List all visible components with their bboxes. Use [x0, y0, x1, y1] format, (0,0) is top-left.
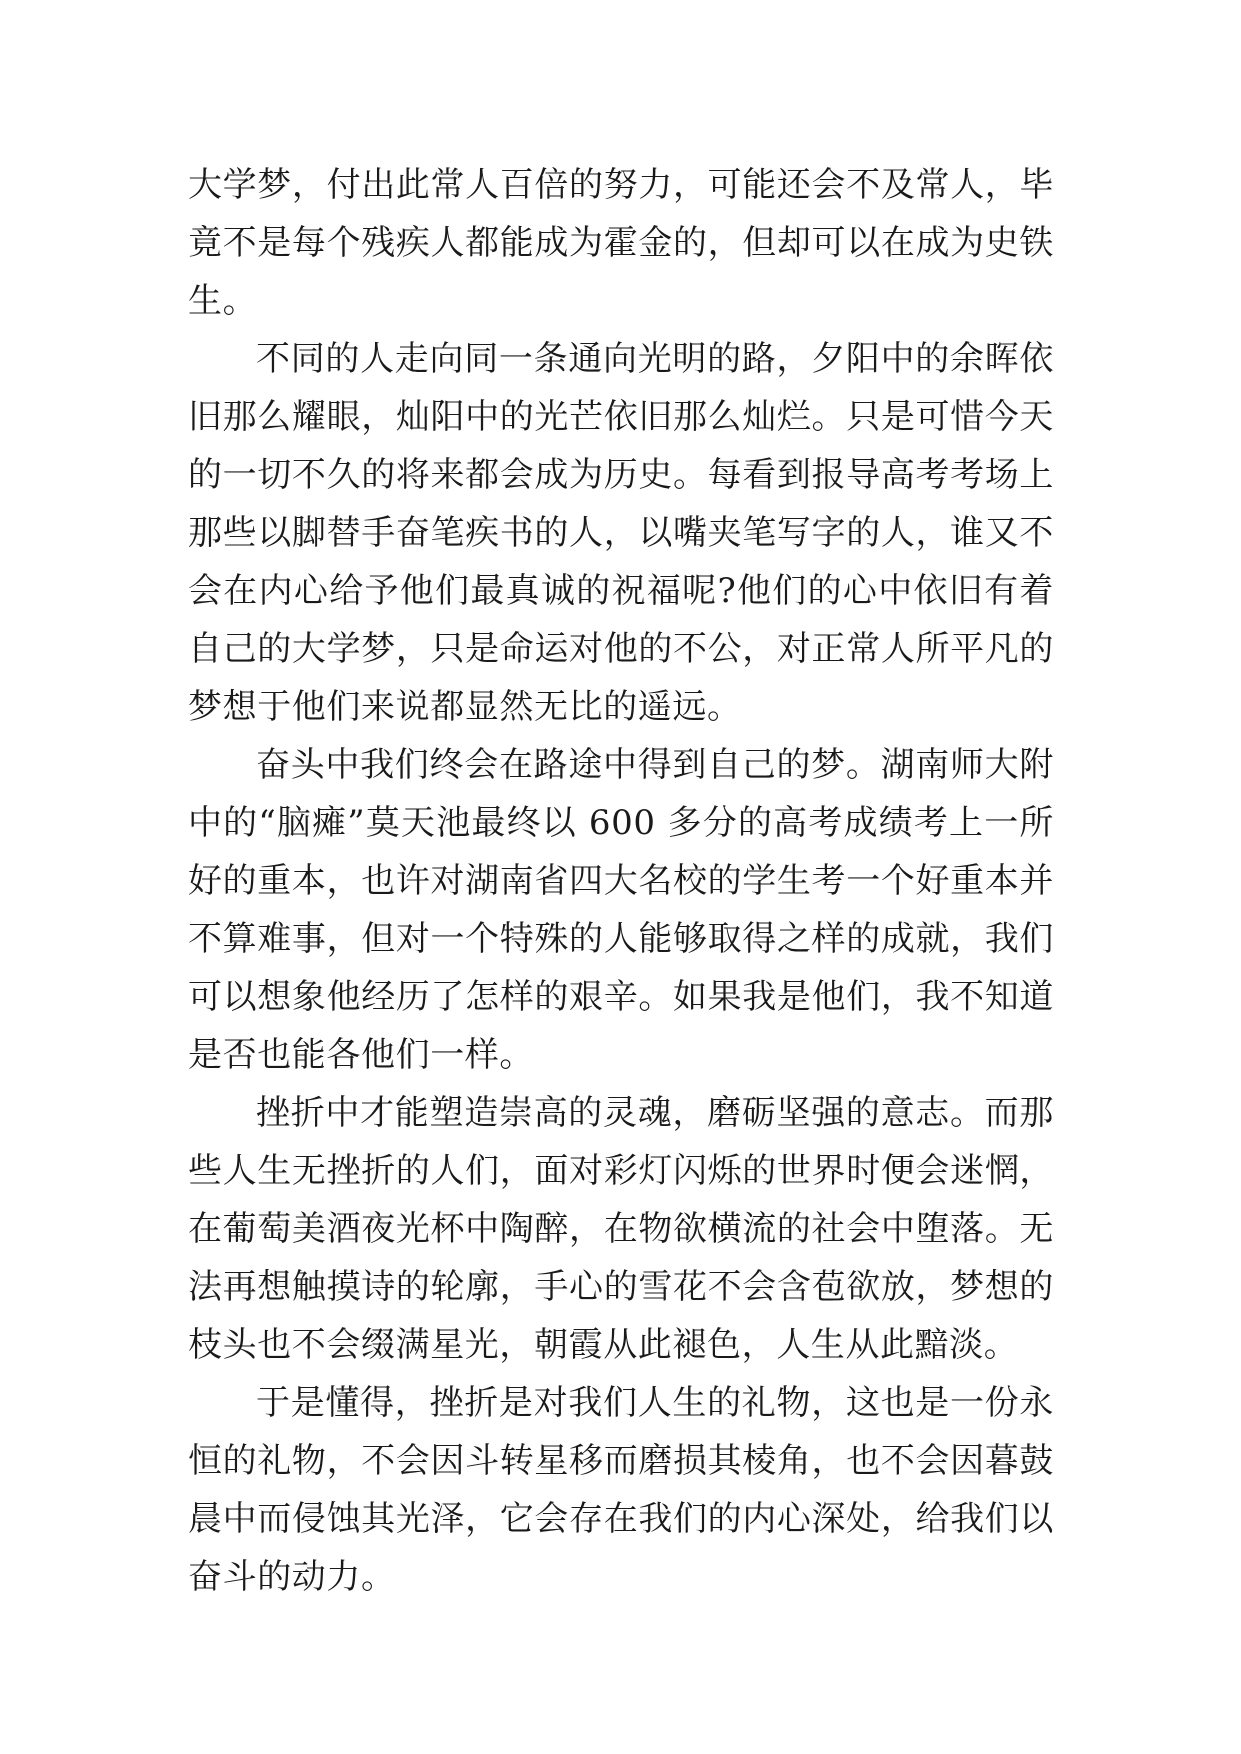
paragraph-5: 于是懂得，挫折是对我们人生的礼物，这也是一份永恒的礼物，不会因斗转星移而磨损其棱角，也不会因暮鼓晨中而侵蚀其光泽，它会存在我们的内心深处，给我们以奋斗的动力。 — [188, 1383, 1054, 1597]
paragraph-2: 不同的人走向同一条通向光明的路，夕阳中的余晖依旧那么耀眼，灿阳中的光芒依旧那么灿烂。只是可惜今天的一切不久的将来都会成为历史。每看到报导高考考场上那些以脚替手奋笔疾书的人，以嘴夹笔写字的人，谁又不会在内心给予他们最真诚的祝福呢?他们的心中依旧有着自己的大学梦，只是命运对他的不公，对正常人所平凡的梦想于他们来说都显然无比的遥远。 — [188, 339, 1054, 727]
paragraph-3: 奋头中我们终会在路途中得到自己的梦。湖南师大附中的“脑瘫”莫天池最终以 600 多分的高考成绩考上一所好的重本，也许对湖南省四大名校的学生考一个好重本并不算难事，但对一个特殊的人能够取得之样的成就，我们可以想象他经历了怎样的艰辛。如果我是他们，我不知道是否也能各他们一样。 — [188, 745, 1054, 1075]
paragraph-1: 大学梦，付出此常人百倍的努力，可能还会不及常人，毕竟不是每个残疾人都能成为霍金的，但却可以在成为史铁生。 — [188, 165, 1054, 321]
essay-body — [188, 156, 1054, 1606]
paragraph-4: 挫折中才能塑造崇高的灵魂，磨砺坚强的意志。而那些人生无挫折的人们，面对彩灯闪烁的世界时便会迷惘，在葡萄美酒夜光杯中陶醉，在物欲横流的社会中堕落。无法再想触摸诗的轮廓，手心的雪花不会含苞欲放，梦想的枝头也不会缀满星光，朝霞从此褪色，人生从此黯淡。 — [188, 1093, 1054, 1365]
